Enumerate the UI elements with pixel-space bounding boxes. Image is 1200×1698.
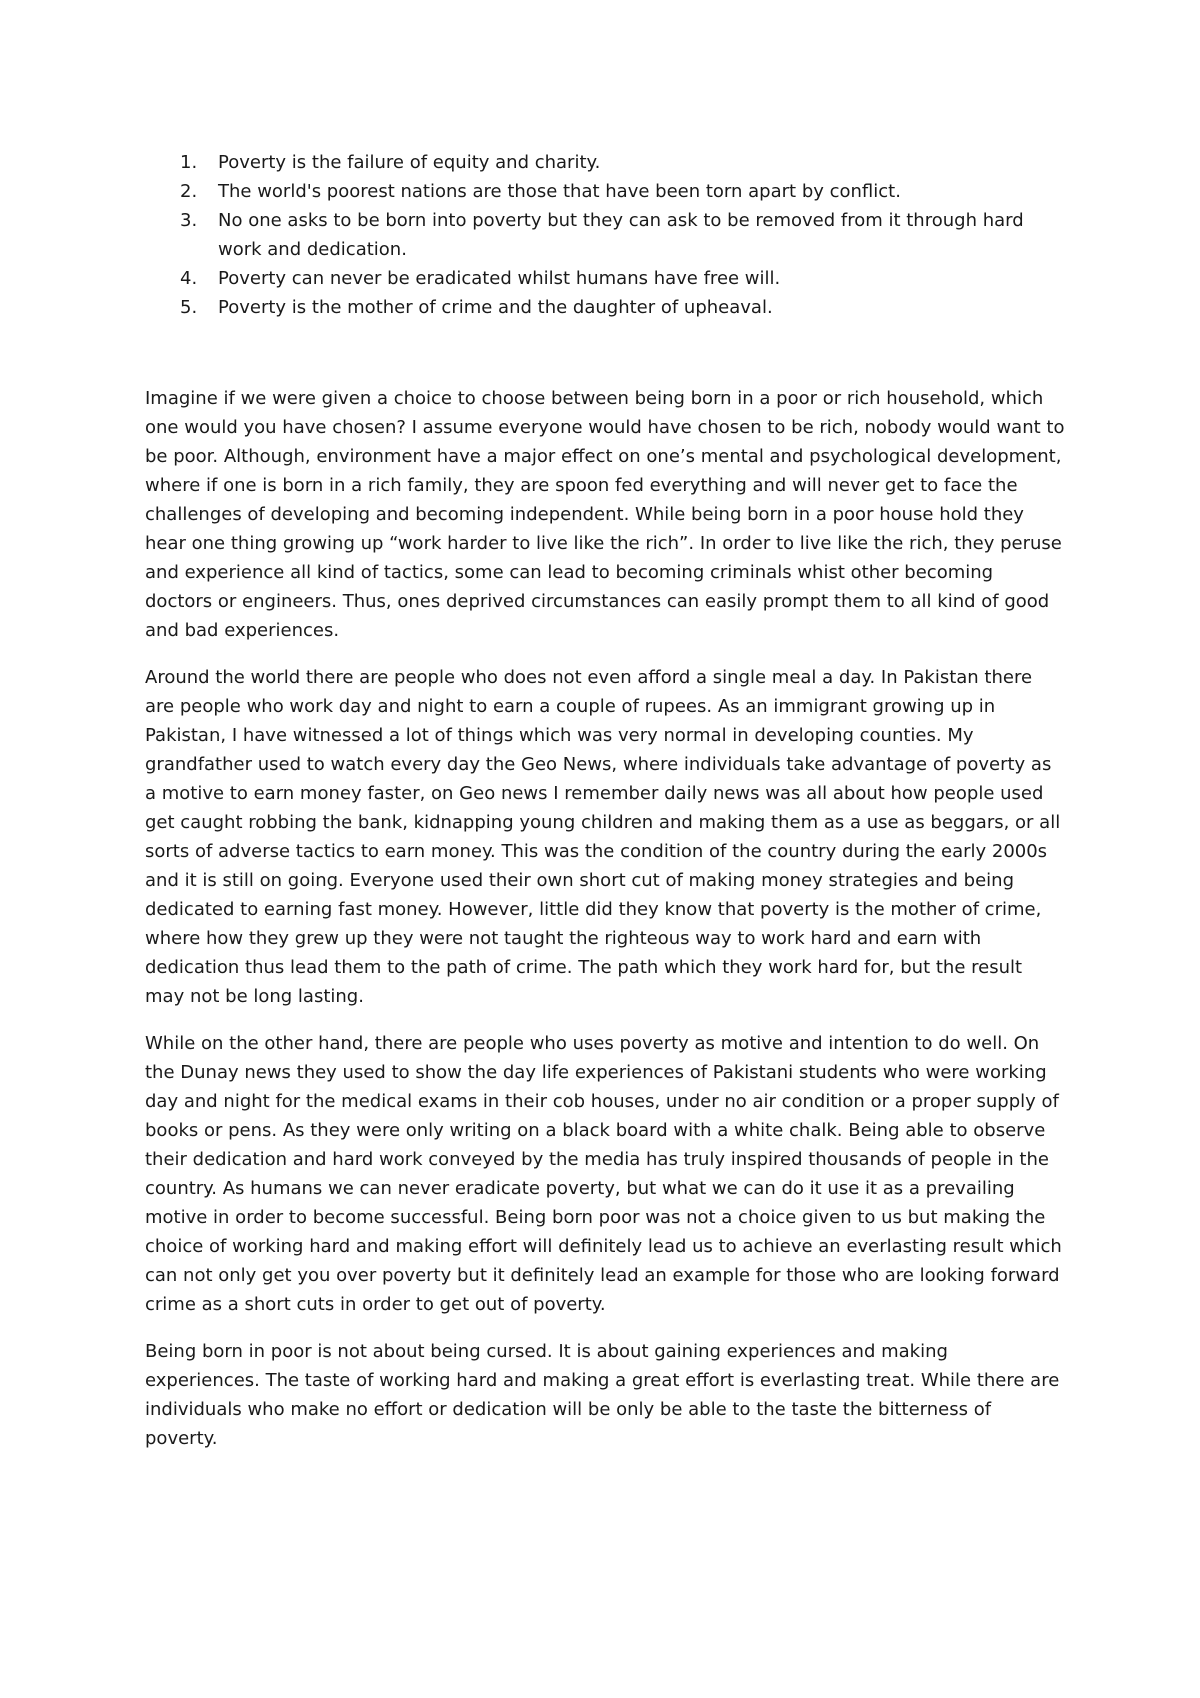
list-item	[180, 293, 1040, 322]
list-item-text: No one asks to be born into poverty but they can ask to be removed from it through hard work and dedication.	[218, 210, 1024, 260]
list-item-text: Poverty can never be eradicated whilst humans have free will.	[218, 268, 781, 289]
list-item-text: Poverty is the failure of equity and charity.	[218, 152, 601, 173]
quote-list	[180, 148, 1040, 322]
list-item-number: 1.	[180, 152, 198, 173]
paragraph-intro: Imagine if we were given a choice to choose between being born in a poor or rich household, which one would you have chosen? I assume everyone would have chosen to be rich, nobody would want to be poor. Although, environment have a major effect on one’s mental and psychological development, where if one is born in a rich family, they are spoon fed everything and will never get to face the challenges of developing and becoming independent. While being born in a poor house hold they hear one thing growing up “work harder to live like the rich”. In order to live like the rich, they peruse and experience all kind of tactics, some can lead to becoming criminals whist other becoming doctors or engineers. Thus, ones deprived circumstances can easily prompt them to all kind of good and bad experiences.	[145, 388, 1065, 641]
list-item-number: 2.	[180, 181, 198, 202]
list-item	[180, 177, 1040, 206]
list-item	[180, 148, 1040, 177]
paragraph-around-the-world: Around the world there are people who does not even afford a single meal a day. In Pakistan there are people who work day and night to earn a couple of rupees. As an immigrant growing up in Pakistan, I have witnessed a lot of things which was very normal in developing counties. My grandfather used to watch every day the Geo News, where individuals take advantage of poverty as a motive to earn money faster, on Geo news I remember daily news was all about how people used get caught robbing the bank, kidnapping young children and making them as a use as beggars, or all sorts of adverse tactics to earn money. This was the condition of the country during the early 2000s and it is still on going. Everyone used their own short cut of making money strategies and being dedicated to earning fast money. However, little did they know that poverty is the mother of crime, where how they grew up they were not taught the righteous way to work hard and earn with dedication thus lead them to the path of crime. The path which they work hard for, but the result may not be long lasting.	[145, 667, 1061, 1007]
list-item-number: 5.	[180, 297, 198, 318]
list-item-text: The world's poorest nations are those that have been torn apart by conflict.	[218, 181, 901, 202]
paragraph-conclusion: Being born in poor is not about being cursed. It is about gaining experiences and making experiences. The taste of working hard and making a great effort is everlasting treat. While there are individuals who make no effort or dedication will be only be able to the taste the bitterness of poverty.	[145, 1341, 1060, 1449]
list-item-number: 3.	[180, 210, 198, 231]
list-item	[180, 264, 1040, 293]
list-item	[180, 206, 1040, 264]
essay-body	[145, 384, 1065, 1471]
list-item-text: Poverty is the mother of crime and the daughter of upheaval.	[218, 297, 773, 318]
paragraph-other-hand: While on the other hand, there are people who uses poverty as motive and intention to do well. On the Dunay news they used to show the day life experiences of Pakistani students who were working day and night for the medical exams in their cob houses, under no air condition or a proper supply of books or pens. As they were only writing on a black board with a white chalk. Being able to observe their dedication and hard work conveyed by the media has truly inspired thousands of people in the country. As humans we can never eradicate poverty, but what we can do it use it as a prevailing motive in order to become successful. Being born poor was not a choice given to us but making the choice of working hard and making effort will definitely lead us to achieve an everlasting result which can not only get you over poverty but it definitely lead an example for those who are looking forward crime as a short cuts in order to get out of poverty.	[145, 1033, 1062, 1315]
list-item-number: 4.	[180, 268, 198, 289]
